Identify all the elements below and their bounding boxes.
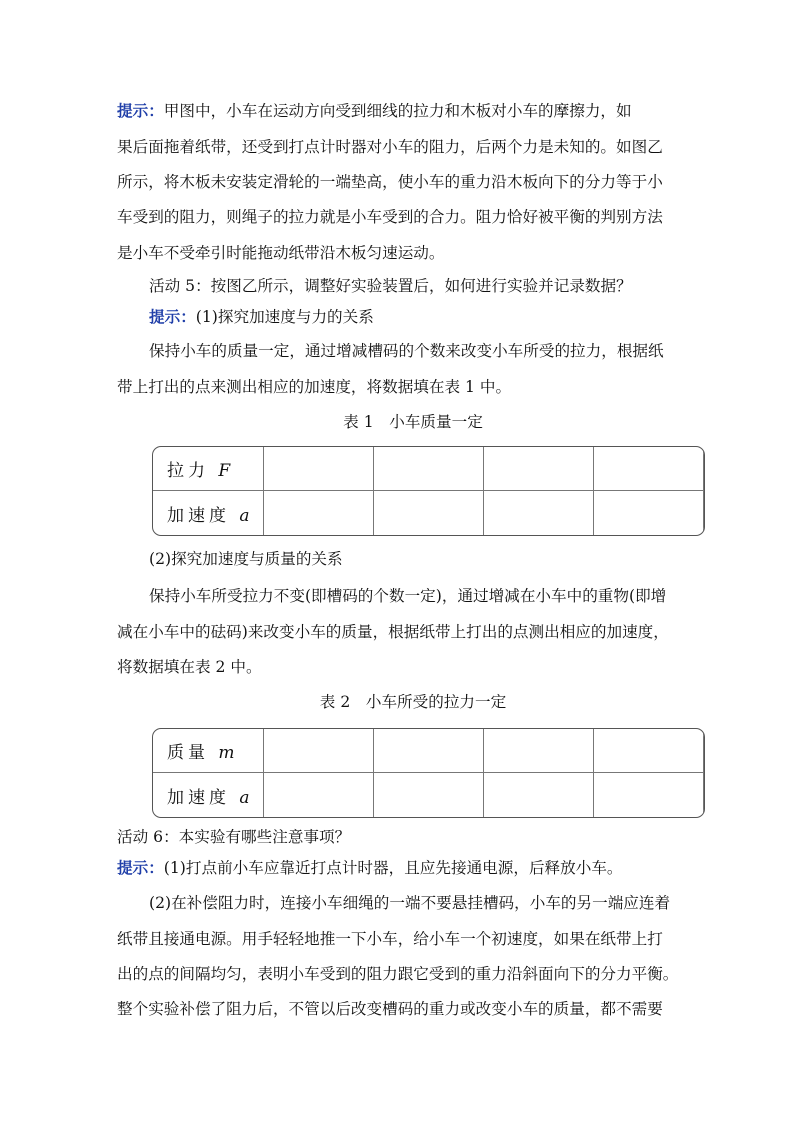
table-1-caption: 表 1 小车质量一定 xyxy=(343,413,483,431)
table-header-cell: 加速度 a xyxy=(153,773,264,817)
hint-label: 提示： xyxy=(149,307,196,326)
paragraph-line xyxy=(117,100,632,122)
table-2 xyxy=(152,728,705,818)
table-empty-cell[interactable] xyxy=(484,773,594,817)
table-empty-cell[interactable] xyxy=(264,447,374,491)
table-empty-cell[interactable] xyxy=(264,491,374,535)
table-empty-cell[interactable] xyxy=(484,447,594,491)
table-empty-cell[interactable] xyxy=(374,447,484,491)
paragraph-line: 整个实验补偿了阻力后，不管以后改变槽码的重力或改变小车的质量，都不需要 xyxy=(117,1000,663,1018)
table-empty-cell[interactable] xyxy=(484,491,594,535)
activity-5-question xyxy=(149,275,632,297)
paragraph-line: 保持小车的质量一定，通过增减槽码的个数来改变小车所受的拉力，根据纸 xyxy=(149,342,664,360)
table-empty-cell[interactable] xyxy=(594,447,704,491)
paragraph-line: 所示，将木板未安装定滑轮的一端垫高，使小车的重力沿木板向下的分力等于小 xyxy=(117,173,663,191)
paragraph-line: 纸带且接通电源。用手轻轻地推一下小车，给小车一个初速度，如果在纸带上打 xyxy=(117,930,663,948)
paragraph-line: 果后面拖着纸带，还受到打点计时器对小车的阻力，后两个力是未知的。如图乙 xyxy=(117,138,663,156)
table-header-cell: 质量 m xyxy=(153,729,264,773)
table-empty-cell[interactable] xyxy=(484,729,594,773)
table-empty-cell[interactable] xyxy=(594,729,704,773)
table-1 xyxy=(152,446,705,536)
activity-6-question xyxy=(117,826,350,848)
paragraph-line: 是小车不受牵引时能拖动纸带沿木板匀速运动。 xyxy=(117,244,445,262)
activity-text: 本实验有哪些注意事项？ xyxy=(178,828,351,846)
subheading: (2)探究加速度与质量的关系 xyxy=(149,550,343,568)
table-empty-cell[interactable] xyxy=(374,729,484,773)
table-empty-cell[interactable] xyxy=(594,491,704,535)
table-empty-cell[interactable] xyxy=(374,491,484,535)
table-empty-cell[interactable] xyxy=(264,773,374,817)
table-header-cell: 加速度 a xyxy=(153,491,264,535)
paragraph-line: 带上打出的点来测出相应的加速度，将数据填在表 1 中。 xyxy=(117,378,512,396)
table-empty-cell[interactable] xyxy=(264,729,374,773)
paragraph-line: 将数据填在表 2 中。 xyxy=(117,658,262,676)
table-empty-cell[interactable] xyxy=(594,773,704,817)
hint-label: 提示： xyxy=(117,858,164,877)
paragraph-line: 保持小车所受拉力不变(即槽码的个数一定)，通过增减在小车中的重物(即增 xyxy=(149,587,667,605)
activity-text: 按图乙所示，调整好实验装置后，如何进行实验并记录数据？ xyxy=(210,277,632,295)
table-empty-cell[interactable] xyxy=(374,773,484,817)
table-2-caption: 表 2 小车所受的拉力一定 xyxy=(319,693,507,711)
activity-label: 活动 6： xyxy=(117,828,179,846)
activity-label: 活动 5： xyxy=(149,277,211,295)
hint-5 xyxy=(149,306,374,328)
hint-6 xyxy=(117,857,623,879)
paragraph-line: (2)在补偿阻力时，连接小车细绳的一端不要悬挂槽码，小车的另一端应连着 xyxy=(149,894,671,912)
table-header-cell: 拉力 F xyxy=(153,447,264,491)
hint-text: (1)打点前小车应靠近打点计时器，且应先接通电源，后释放小车。 xyxy=(163,859,623,877)
paragraph-line: 出的点的间隔均匀，表明小车受到的阻力跟它受到的重力沿斜面向下的分力平衡。 xyxy=(117,965,679,983)
hint-text: (1)探究加速度与力的关系 xyxy=(195,308,374,326)
paragraph-line: 减在小车中的砝码)来改变小车的质量，根据纸带上打出的点测出相应的加速度， xyxy=(117,623,669,641)
paragraph-line: 车受到的阻力，则绳子的拉力就是小车受到的合力。阻力恰好被平衡的判别方法 xyxy=(117,208,663,226)
hint-label: 提示： xyxy=(117,101,164,120)
paragraph-text: 甲图中，小车在运动方向受到细线的拉力和木板对小车的摩擦力，如 xyxy=(163,102,632,120)
